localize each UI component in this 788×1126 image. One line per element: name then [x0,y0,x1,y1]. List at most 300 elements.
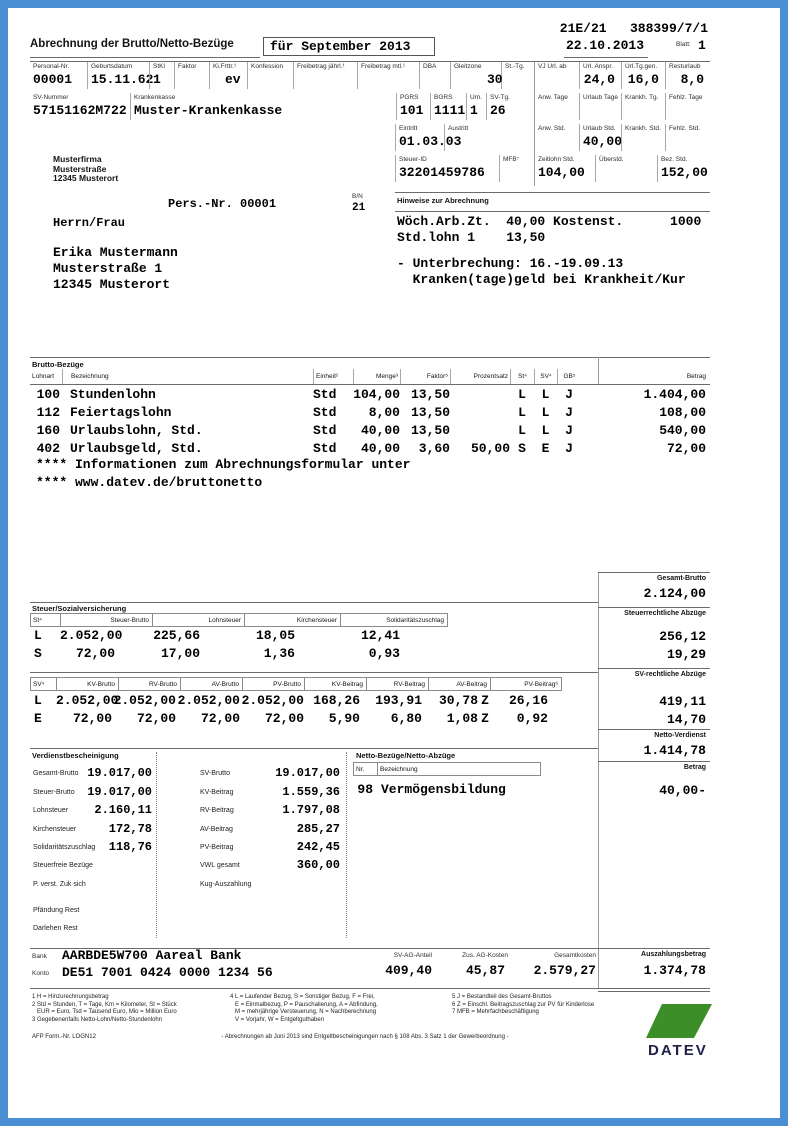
cell-pv-brutto: 2.052,00 [241,693,304,708]
cell-st: L [518,387,526,402]
field-value: 104,00 [538,165,585,180]
col-header-rv-beitrag: RV-Beitrag [366,677,428,691]
cell-betrag: 1.404,00 [643,387,706,402]
field-label: Steuer-ID [399,156,427,163]
row-label: Kug-Auszahlung [200,881,252,888]
row-label: Darlehen Rest [33,925,78,932]
page-title: Abrechnung der Brutto/Netto-Bezüge [30,38,234,50]
auszahlungsbetrag-value: 1.374,78 [643,963,706,978]
zus-ag-kosten-value: 45,87 [465,963,505,978]
field-label: Urlaub Std. [583,125,616,132]
divider [30,384,710,385]
sv-abzuege-label: SV-rechtliche Abzüge [634,671,706,678]
footnote: 5 J = Bestandteil des Gesamt-Bruttos [452,994,552,1000]
cell-av-beitrag: 1,08 [446,711,478,726]
field-krankh-std [621,124,665,151]
verdienst-row [30,803,342,818]
col-header-lohnart: Lohnart [32,373,55,380]
steuer-abzuege-value: 19,29 [666,647,706,662]
datev-logo-shape [646,1004,712,1038]
verdienst-row [30,903,342,918]
field-ueberstd [595,155,657,182]
field-label: Ki.Frttr.¹ [213,63,237,70]
col-header-av-beitrag: AV-Beitrag [428,677,490,691]
row-label: KV-Beitrag [200,789,234,796]
divider [598,607,710,608]
dotted-separator [346,752,347,938]
personal-row-4 [395,155,535,182]
footnote: V = Vorjahr, W = Entgeltguthaben [230,1016,325,1023]
cell-pv-marker: Z [481,693,489,708]
field-value: 57151162M722 [33,103,127,118]
cell-st: L [518,423,526,438]
recipient-street: Musterstraße 1 [53,261,163,276]
verdienst-row [30,822,342,837]
cell-soli: 0,93 [368,646,400,661]
sv-row-L [30,694,548,708]
bank-label: Bank [32,953,47,960]
field-value: 32201459786 [399,165,485,180]
field-label: BGRS [434,94,453,101]
field-label: Anw. Std. [538,125,566,132]
sv-row-E [30,712,548,726]
netto-header [353,762,541,776]
cell-faktor: 13,50 [410,423,450,438]
netto-cell-nr: 98 [357,782,373,797]
attendance-hours-row [535,124,710,151]
field-label: StKl [153,63,165,70]
netto-betrag-value: 40,00- [659,783,706,798]
hinweise-line: Std.lohn 1 13,50 [397,230,546,245]
cell-st: S [518,441,526,456]
footnote: 7 MFB = Mehrfachbeschäftigung [452,1009,539,1015]
field-label: Eintritt [399,125,418,132]
cell-einheit: Std [313,405,337,420]
field-value: Muster-Krankenkasse [134,103,283,118]
field-label: Anw. Tage [538,94,568,101]
col-header-sv: SV⁴ [534,369,557,384]
col-header-lohnsteuer: Lohnsteuer [152,613,244,627]
sv-abzuege-value: 14,70 [666,712,706,727]
field-label: Krankh. Std. [625,125,661,132]
bank-value: AARBDE5W700 Aareal Bank [62,948,242,963]
field-anw-std [535,124,579,151]
cell-bezeichnung: Urlaubsgeld, Std. [70,441,203,456]
row-label: Gesamt-Brutto [33,770,79,777]
field-urlaub-tage [579,93,621,120]
recipient-name: Erika Mustermann [53,245,178,260]
cell-pv-brutto: 72,00 [264,711,304,726]
cell-faktor: 13,50 [410,405,450,420]
cell-lohnsteuer: 225,66 [153,628,200,643]
row-label: Kirchensteuer [33,826,77,833]
col-header-pv-brutto: PV-Brutto [242,677,304,691]
divider [30,748,598,749]
cell-pv-beitrag: 0,92 [516,711,548,726]
field-dba [419,62,450,89]
field-um [466,93,486,120]
field-label: Gleitzone [454,63,482,70]
verdienst-row [30,766,342,781]
row-value: 242,45 [296,840,340,854]
field-zeitlohn-std [535,155,595,182]
verdienst-row [30,877,342,892]
personal-row-2 [30,93,535,120]
divider [598,761,710,762]
footnote: 4 L = Laufender Bezug, S = Sonstiger Bezug, F = Frei, [230,994,375,1000]
steuer-header [30,613,448,627]
col-header-kirchensteuer: Kirchensteuer [244,613,340,627]
konto-label: Konto [32,970,49,977]
hinweise-line: Kranken(tage)geld bei Krankheit/Kur [397,272,686,287]
personal-row-3 [395,124,535,151]
cell-sv: L [541,423,550,438]
cell-betrag: 108,00 [659,405,706,420]
field-freibetrag-jaehrl [293,62,357,89]
divider [598,991,710,992]
col-header-kv-brutto: KV-Brutto [56,677,118,691]
footnote: 6 Z = Einschl. Beitragszuschlag zur PV für Kinderlose [452,1001,595,1008]
steuer-abzuege-label: Steuerrechtliche Abzüge [624,610,706,617]
footnote: M = mehrjährige Versteuerung, N = Nachberechnung [230,1009,377,1015]
recipient-salutation: Herrn/Frau [53,216,126,230]
steuer-abzuege-value: 256,12 [659,629,706,644]
col-header-st: St⁴ [30,613,60,627]
period-box [263,37,435,56]
cell-menge: 8,00 [368,405,400,420]
field-label: Resturlaub [669,63,701,70]
steuer-section-title: Steuer/Sozialversicherung [32,604,127,613]
row-value: 19.017,00 [275,766,340,780]
field-label: Überstd. [599,156,624,163]
field-value: 1 [470,103,478,118]
col-header-prozentsatz: Prozentsatz [450,369,510,384]
cell-einheit: Std [313,387,337,402]
divider [395,192,710,193]
datev-logo-text: DATEV [648,1042,708,1059]
cell-menge: 40,00 [360,423,400,438]
col-header-gb: GB⁵ [557,369,581,384]
field-label: MFB⁷ [503,156,520,163]
cell-rv-brutto: 2.052,00 [113,693,176,708]
field-value: 152,00 [661,165,708,180]
netto-cell-bezeichnung: Vermögensbildung [381,782,506,797]
field-value: 16,0 [627,72,659,87]
cell-sv: L [541,387,550,402]
col-header-sv: SV⁴ [30,677,56,691]
col-header-kv-beitrag: KV-Beitrag [304,677,366,691]
field-value: 30 [487,72,503,87]
verdienst-row [30,840,342,855]
cell-lohnart: 160 [36,423,60,438]
field-label: Krankenkasse [134,94,176,101]
col-header-av-brutto: AV-Brutto [180,677,242,691]
divider [30,602,598,603]
field-label: Krankh. Tg. [625,94,659,101]
col-header-faktor: Faktor⁵ [400,369,450,384]
col-header-pv-beitrag: PV-Beitrag⁶ [490,677,562,691]
title-underline [30,57,260,58]
document-reference: 21E/21 388399/7/1 [559,21,708,36]
sender-line: 12345 Musterort [53,173,119,183]
footnote: 3 Gegebenenfalls Netto-Lohn/Netto-Stundenlohn [32,1016,163,1023]
cell-st: L [518,405,526,420]
field-label: DBA [423,63,437,70]
cell-bezeichnung: Feiertagslohn [70,405,172,420]
row-label: Steuerfreie Bezüge [33,862,93,869]
field-label: Um. [470,94,482,101]
cell-lohnsteuer: 17,00 [160,646,200,661]
cell-rv-brutto: 72,00 [136,711,176,726]
field-label: Url.Tg.gen. [625,63,658,70]
col-header-betrag: Betrag [686,373,706,380]
row-value: 285,27 [296,822,340,836]
row-value: 19.017,00 [87,785,152,799]
row-label: VWL gesamt [200,862,240,869]
cell-bezeichnung: Stundenlohn [70,387,156,402]
cell-bezeichnung: Urlaubslohn, Std. [70,423,203,438]
sv-header [30,677,562,691]
field-fehlz-tage [665,93,710,120]
row-value: 360,00 [296,858,340,872]
row-value: 172,78 [108,822,152,836]
field-label: SV-Nummer [33,94,69,101]
cell-sv: L [541,405,550,420]
divider [30,357,710,358]
gesamtkosten-value: 2.579,27 [533,963,596,978]
netto-verdienst-label: Netto-Verdienst [654,732,706,739]
info-line: **** www.datev.de/bruttonetto [36,475,263,490]
cell-lohnart: 402 [36,441,60,456]
field-label: Fehlz. Std. [669,125,701,132]
row-label: Solidaritätszuschlag [33,844,96,851]
field-freibetrag-mtl [357,62,419,89]
cell-gb: J [565,441,573,456]
netto-verdienst-value: 1.414,78 [643,743,706,758]
sheet-label: Blatt: [676,41,691,48]
sender-address [53,155,118,184]
hinweise-title: Hinweise zur Abrechnung [397,196,489,205]
field-value: 1 [153,72,161,87]
brutto-row-2 [30,406,710,420]
field-value: 8,0 [680,72,704,87]
cell-kv-brutto: 72,00 [72,711,112,726]
footnote: E = Einmalbezug, P = Pauschalierung, A = Abfindung, [230,1001,378,1008]
konto-value: DE51 7001 0424 0000 1234 56 [62,965,273,980]
field-geburtsdatum [87,62,154,89]
field-label: Url. Anspr. [583,63,613,70]
personal-row-1 [30,62,535,89]
field-label: Fehlz. Tage [669,94,703,101]
field-label: Konfession [251,63,284,70]
cell-soli: 12,41 [360,628,400,643]
zus-ag-kosten-label: Zus. AG-Kosten [462,952,508,959]
row-label: Steuer-Brutto [33,789,75,796]
row-value: 118,76 [108,840,152,854]
field-personal-nr [30,62,87,89]
sv-abzuege-value: 419,11 [659,694,706,709]
steuer-row-L [30,629,400,643]
bn-value: 21 [352,202,366,214]
statement-date: 22.10.2013 [566,38,645,53]
row-label: Lohnsteuer [33,807,69,814]
field-anw-tage [535,93,579,120]
period-text: für September 2013 [270,39,411,54]
recipient-city: 12345 Musterort [53,277,171,292]
col-header-bezeichnung: Bezeichnung [62,369,313,384]
field-austritt [444,124,535,151]
info-line: **** Informationen zum Abrechnungsformular unter [36,457,411,472]
col-header-nr: Nr. [353,762,378,776]
row-label: P. verst. Zuk sich [33,881,86,888]
cell-av-brutto: 72,00 [200,711,240,726]
row-label: PV-Beitrag [200,844,234,851]
field-value: ev [225,72,241,87]
field-krankenkasse [130,93,396,120]
bn-label: B/N [352,193,363,200]
row-label: AV-Beitrag [200,826,233,833]
auszahlungsbetrag-label: Auszahlungsbetrag [641,951,706,958]
cell-sv: L [34,693,42,708]
cell-st: L [34,628,42,643]
field-krankh-tg [621,93,665,120]
field-steuer-id [395,155,499,182]
field-resturlaub [665,62,710,89]
field-value: 00001 [33,72,73,87]
col-header-bezeichnung: Bezeichnung [378,762,541,776]
cell-sv: E [541,441,550,456]
brutto-header [30,369,710,384]
cell-pv-marker: Z [481,711,489,726]
cell-kv-brutto: 2.052,00 [56,693,119,708]
row-label: RV-Beitrag [200,807,234,814]
hinweise-line: - Unterbrechung: 16.-19.09.13 [397,256,624,271]
field-value: 15.11.62 [91,72,154,87]
verdienst-section-title: Verdienstbescheinigung [32,751,119,760]
col-header-soli: Solidaritätszuschlag [340,613,448,627]
gesamt-brutto-value: 2.124,00 [643,586,706,601]
footnotes-col-2 [230,994,378,1024]
field-url-anspr [579,62,621,89]
pers-nr-line: Pers.-Nr. 00001 [168,197,277,211]
date-underline [564,57,648,58]
col-header-steuer-brutto: Steuer-Brutto [60,613,152,627]
netto-betrag-header: Betrag [683,764,706,771]
attendance-days-row [535,93,710,120]
cell-av-beitrag: 30,78 [438,693,478,708]
cell-faktor: 3,60 [418,441,450,456]
field-label: Geburtsdatum [91,63,133,70]
field-label: Freibetrag jährl.¹ [297,63,345,70]
row-value: 19.017,00 [87,766,152,780]
cell-rv-beitrag: 193,91 [375,693,422,708]
field-sv-tg [486,93,535,120]
cell-rv-beitrag: 6,80 [390,711,422,726]
field-label: Faktor [178,63,197,70]
cell-einheit: Std [313,423,337,438]
brutto-section-title: Brutto-Bezüge [32,360,84,369]
brutto-row-1 [30,388,710,402]
row-value: 1.559,36 [282,785,340,799]
row-value: 2.160,11 [94,803,152,817]
col-header-einheit: Einheit² [313,369,353,384]
field-value: 1111 [434,103,466,118]
field-label: PGRS [400,94,419,101]
cell-betrag: 540,00 [659,423,706,438]
field-sv-nummer [30,93,130,120]
cell-kirchensteuer: 1,36 [263,646,295,661]
cell-faktor: 13,50 [410,387,450,402]
field-label: VJ Url. ab [538,63,567,70]
field-label: Personal-Nr. [33,63,70,70]
cell-einheit: Std [313,441,337,456]
divider [30,988,710,989]
gesamtkosten-label: Gesamtkosten [554,952,596,959]
cell-pv-beitrag: 26,16 [508,693,548,708]
field-label: Zeitlohn Std. [538,156,575,163]
cell-steuer-brutto: 2.052,00 [60,628,123,643]
col-header-st: St⁴ [510,369,534,384]
hours-row [535,155,710,182]
hinweise-line: Wöch.Arb.Zt. 40,00 Kostenst. 1000 [397,214,702,229]
cell-menge: 40,00 [360,441,400,456]
field-label: Bez. Std. [661,156,688,163]
datev-logo-icon [646,1002,712,1040]
brutto-row-4 [30,442,710,456]
field-st-tg [487,62,535,89]
row-label: SV-Brutto [200,770,230,777]
gesamt-brutto-label: Gesamt-Brutto [656,575,706,582]
field-faktor [174,62,209,89]
footnote: 2 Std = Stunden, T = Tage, Km = Kilometer, St = Stück [32,1001,177,1008]
field-value: 24,0 [583,72,615,87]
form-number: AFP Form.-Nr. LOGN12 [32,1034,96,1040]
footnote: 1 H = Hinzurechnungsbetrag [32,994,109,1000]
field-stkl [149,62,174,89]
row-label: Pfändung Rest [33,907,80,914]
footnotes-col-3 [452,994,594,1017]
sender-line: Musterstraße [53,163,107,174]
cell-lohnart: 100 [36,387,60,402]
field-label: Freibetrag mtl.¹ [361,63,406,70]
netto-section-title: Netto-Bezüge/Netto-Abzüge [356,751,456,760]
field-value: 101 [400,103,424,118]
col-header-rv-brutto: RV-Brutto [118,677,180,691]
sheet-number: 1 [698,38,706,53]
footnotes-col-1 [32,994,177,1024]
field-label: St.-Tg. [505,63,525,70]
divider [598,729,710,730]
field-value: 26 [490,103,506,118]
row-value: 1.797,08 [282,803,340,817]
cell-kv-beitrag: 168,26 [313,693,360,708]
divider [395,211,710,212]
brutto-row-3 [30,424,710,438]
vacation-days-row [535,62,710,89]
field-bgrs [430,93,466,120]
field-label: Urlaub Tage [583,94,618,101]
cell-gb: J [565,405,573,420]
field-label: Austritt [448,125,469,132]
cell-gb: J [565,423,573,438]
cell-kv-beitrag: 5,90 [328,711,360,726]
verdienst-row [30,858,342,873]
cell-prozentsatz: 50,00 [470,441,510,456]
field-vj-url-ab [535,62,579,89]
cell-av-brutto: 2.052,00 [177,693,240,708]
cell-sv: E [34,711,42,726]
cell-lohnart: 112 [36,405,60,420]
